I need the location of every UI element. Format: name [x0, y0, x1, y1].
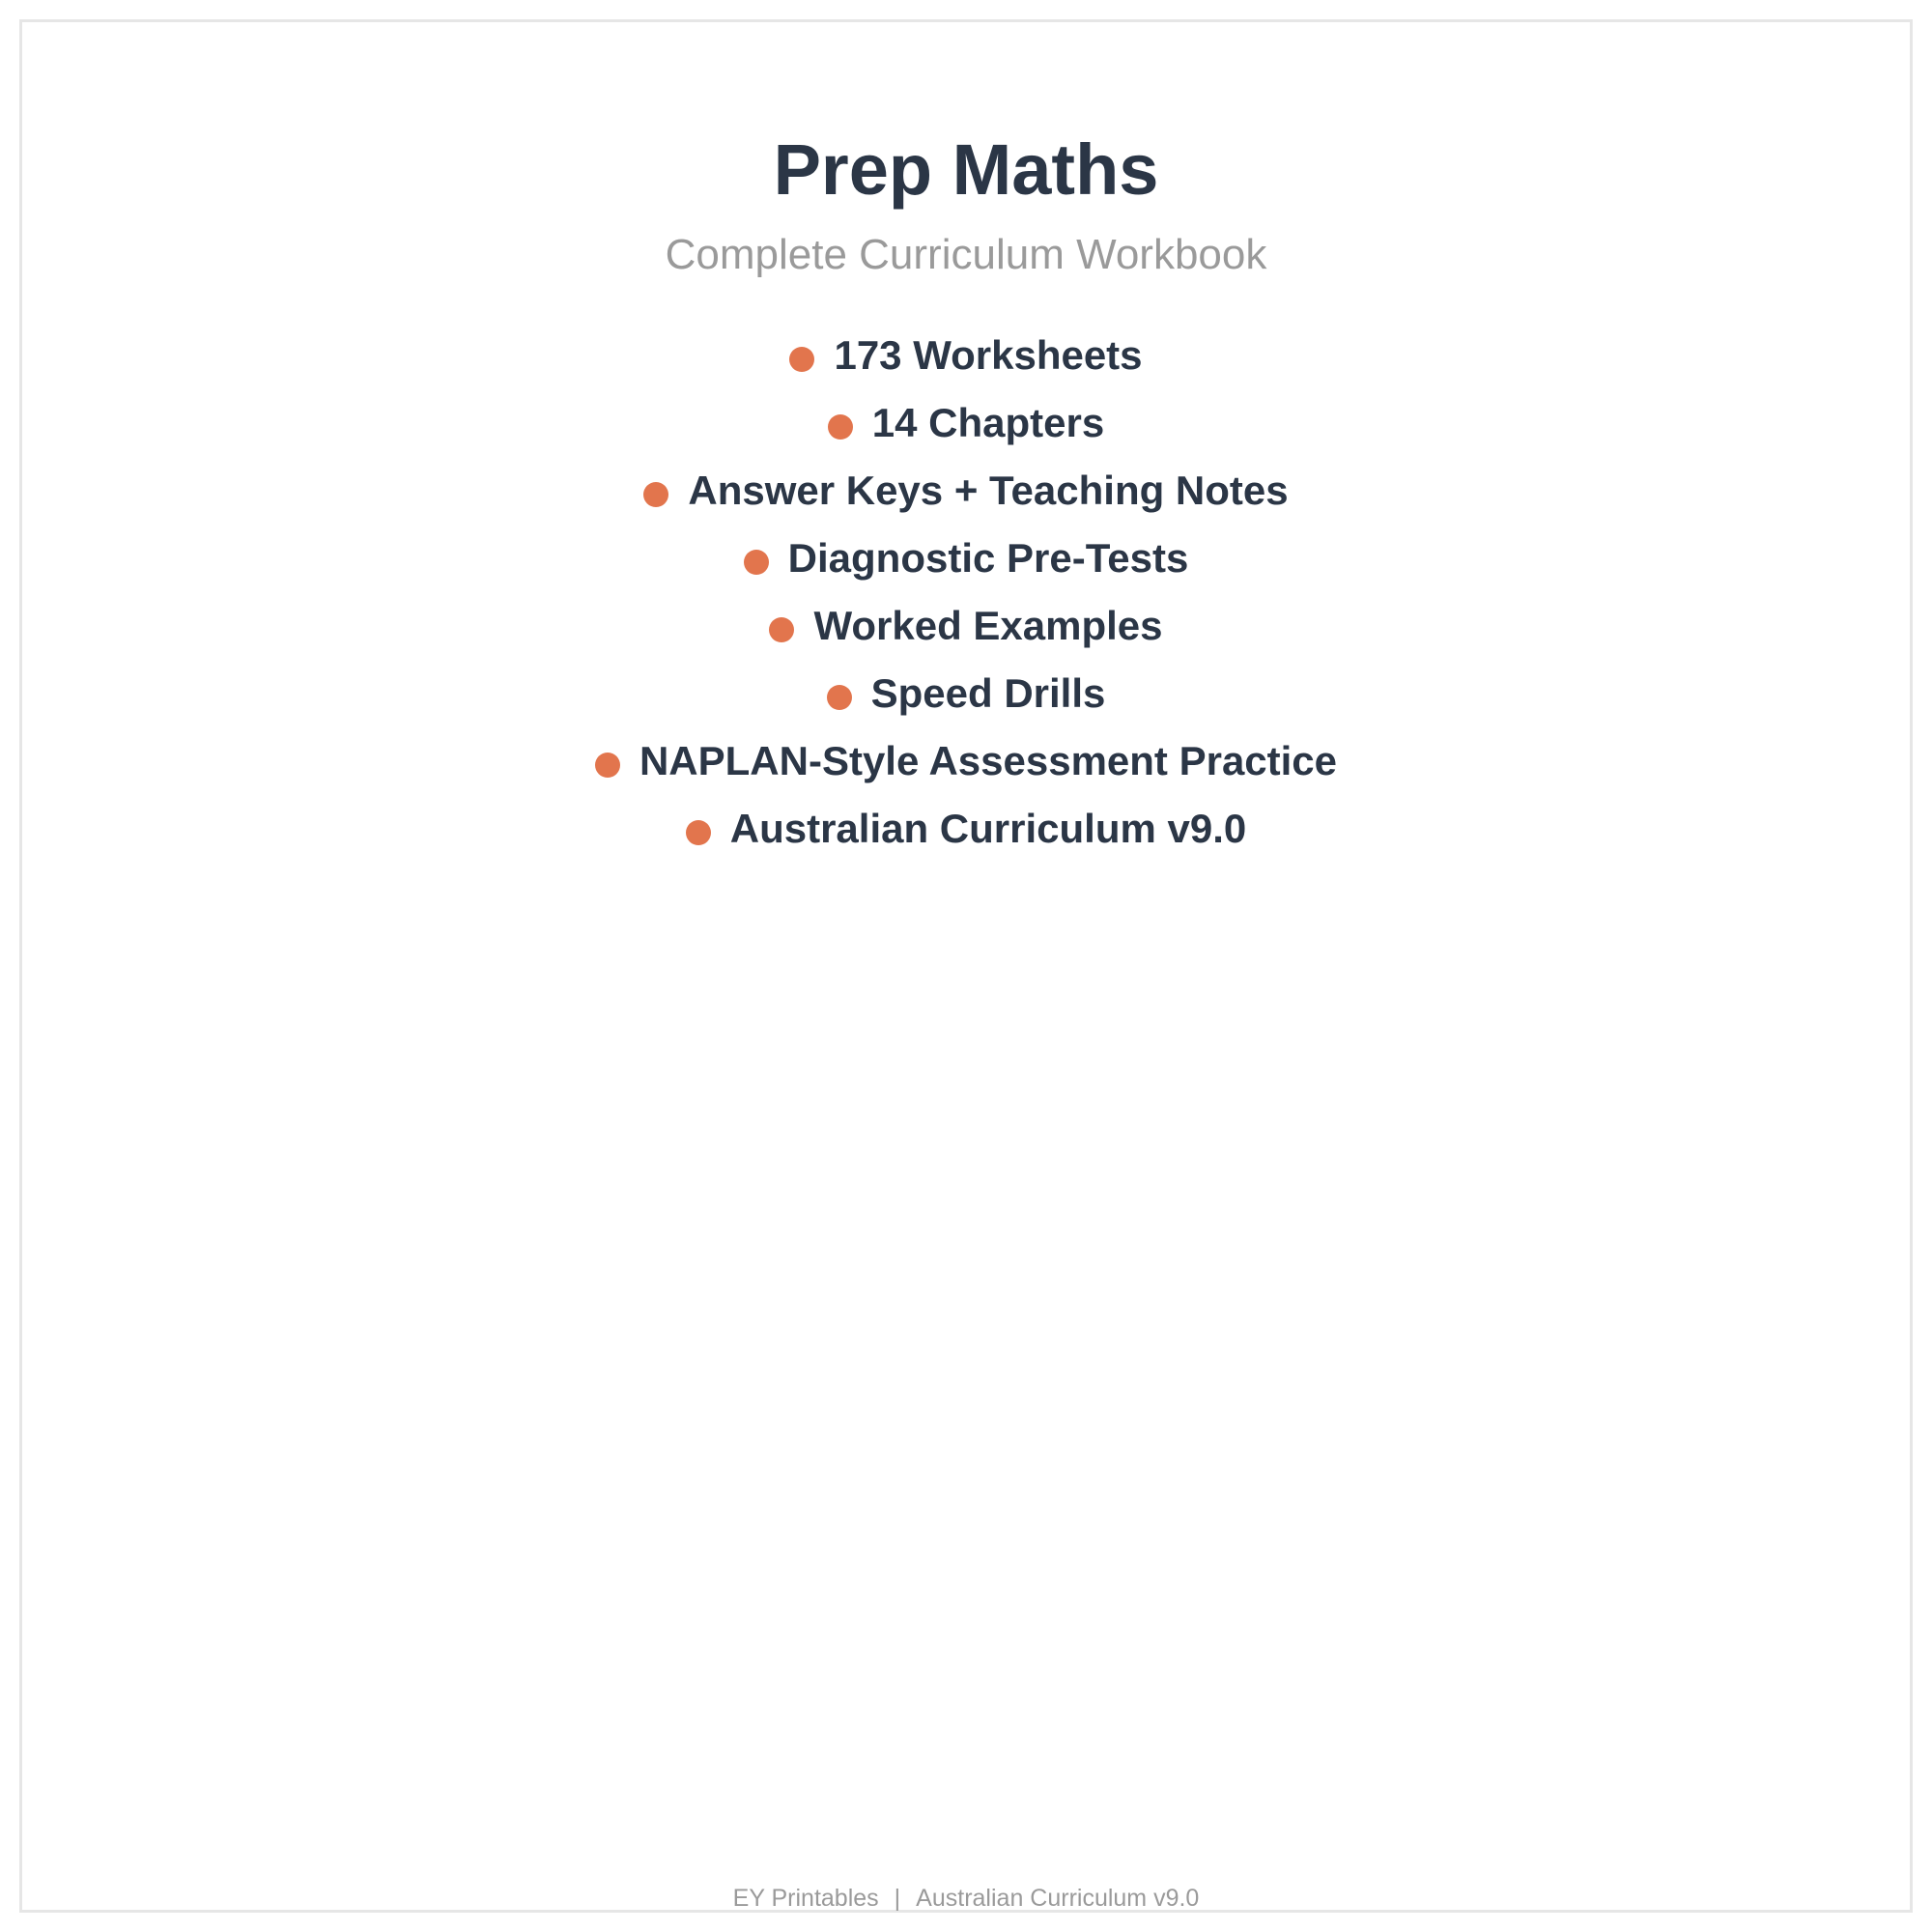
bullet-dot-icon [827, 685, 852, 710]
bullet-dot-icon [595, 753, 620, 778]
feature-label: Answer Keys + Teaching Notes [688, 468, 1289, 513]
feature-item-speed-drills [22, 660, 1910, 727]
bullet-dot-icon [643, 482, 668, 507]
feature-label: 173 Worksheets [834, 332, 1143, 378]
feature-label: NAPLAN-Style Assessment Practice [639, 738, 1338, 783]
feature-label: 14 Chapters [871, 400, 1105, 445]
feature-label: Diagnostic Pre-Tests [787, 535, 1189, 581]
bullet-dot-icon [769, 617, 794, 642]
feature-label: Australian Curriculum v9.0 [729, 806, 1247, 851]
feature-item-worked-examples [22, 592, 1910, 660]
feature-item-answer-keys [22, 457, 1910, 525]
page-frame [19, 19, 1913, 1913]
feature-item-worksheets [22, 322, 1910, 389]
feature-item-curriculum-version [22, 795, 1910, 863]
page-title: Prep Maths [773, 129, 1159, 210]
footer-curriculum: Australian Curriculum v9.0 [916, 1885, 1200, 1912]
feature-item-diagnostic-pre-tests [22, 525, 1910, 592]
feature-list [22, 322, 1910, 863]
feature-item-chapters [22, 389, 1910, 457]
footer-separator: | [894, 1885, 901, 1912]
bullet-dot-icon [744, 550, 769, 575]
feature-item-naplan-practice [22, 727, 1910, 795]
feature-label: Worked Examples [813, 603, 1163, 648]
footer-brand: EY Printables [732, 1885, 879, 1912]
bullet-dot-icon [686, 820, 711, 845]
page-footer [22, 1881, 1910, 1916]
bullet-dot-icon [789, 347, 814, 372]
page-subtitle: Complete Curriculum Workbook [665, 231, 1267, 278]
feature-label: Speed Drills [870, 670, 1106, 716]
bullet-dot-icon [828, 414, 853, 440]
